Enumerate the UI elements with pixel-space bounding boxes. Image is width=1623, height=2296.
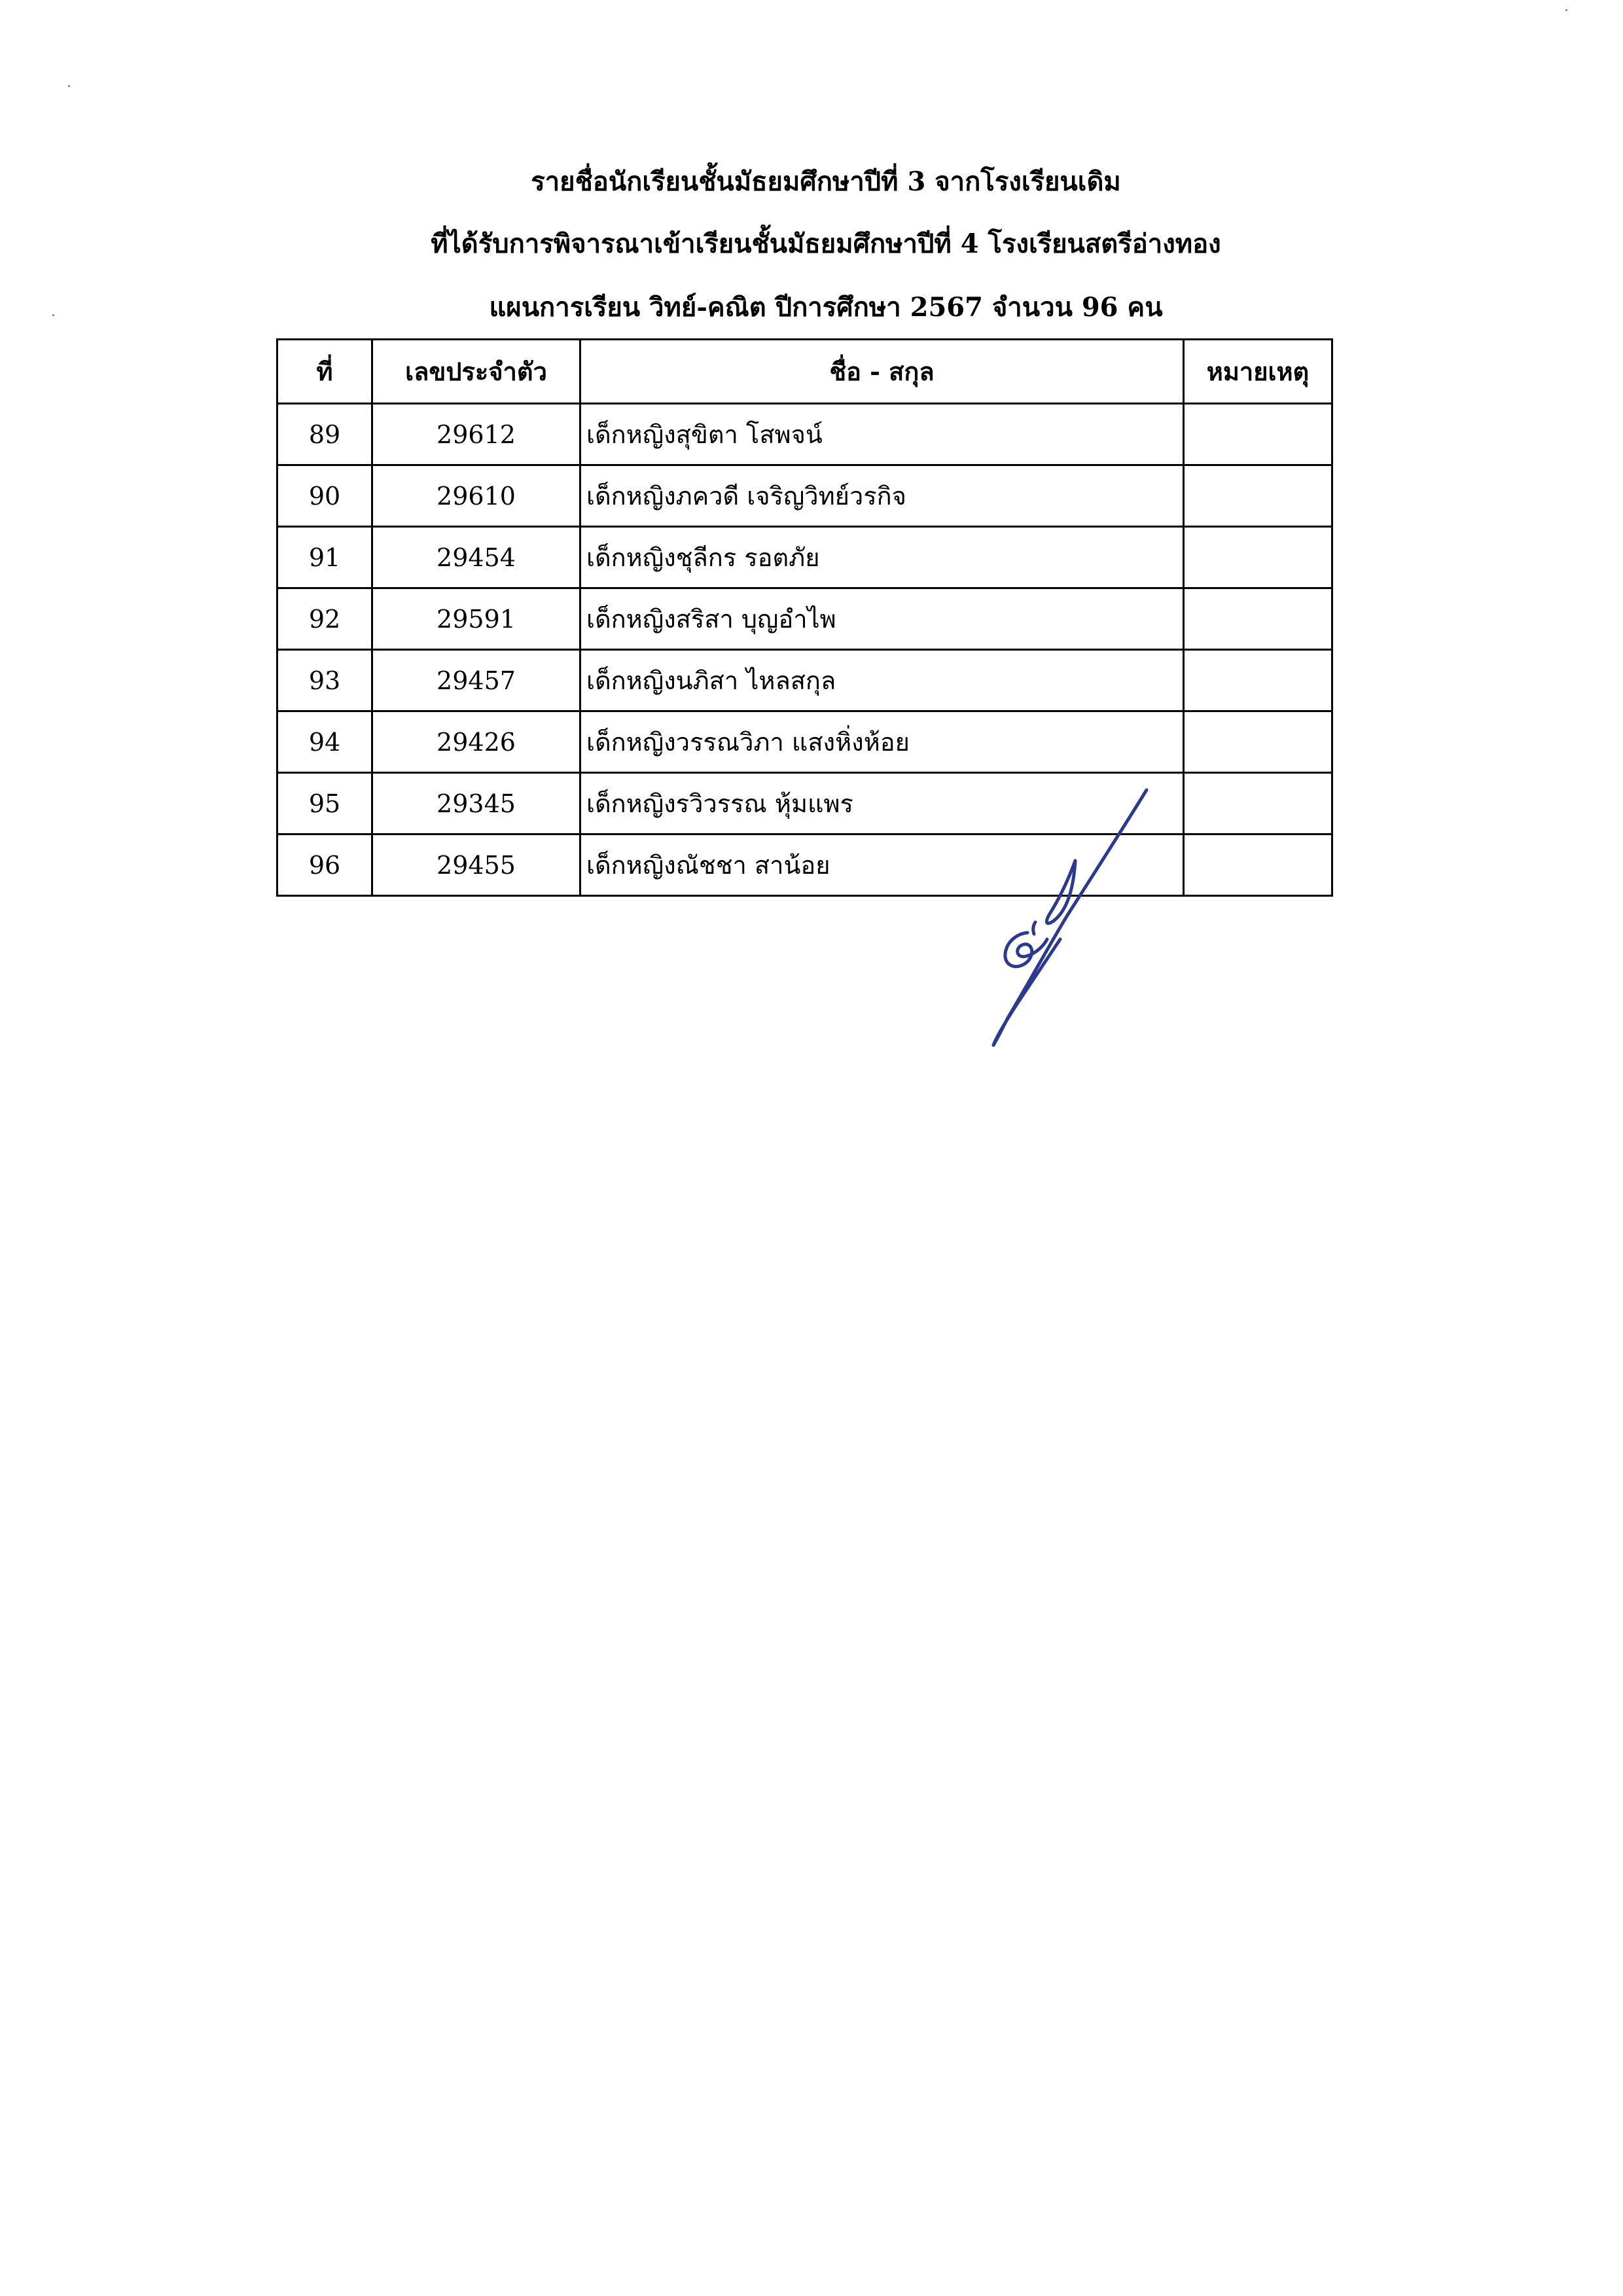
table-row <box>277 404 1332 465</box>
signature-loop-stroke <box>1046 861 1075 924</box>
document-title-line-2: ที่ได้รับการพิจารณาเข้าเรียนชั้นมัธยมศึกษาปีที่ 4 โรงเรียนสตรีอ่างทอง <box>431 228 1221 259</box>
cell-no: 90 <box>277 465 372 527</box>
header-remark: หมายเหตุ <box>1184 340 1332 404</box>
scan-speck <box>1565 9 1567 11</box>
table-row <box>277 711 1332 773</box>
cell-remark <box>1184 711 1332 773</box>
document-title-line-3: แผนการเรียน วิทย์-คณิต ปีการศึกษา 2567 จำนวน 96 คน <box>489 292 1163 323</box>
table-row <box>277 588 1332 650</box>
student-roster-table <box>276 338 1333 897</box>
header-no: ที่ <box>277 340 372 404</box>
cell-remark <box>1184 834 1332 896</box>
cell-name: เด็กหญิงณัชชา สาน้อย <box>580 834 1184 896</box>
cell-no: 89 <box>277 404 372 465</box>
scan-speck <box>52 314 54 316</box>
signature-tick-stroke <box>1033 922 1035 934</box>
table-row <box>277 773 1332 834</box>
cell-student-id: 29426 <box>372 711 580 773</box>
cell-no: 93 <box>277 650 372 711</box>
cell-student-id: 29455 <box>372 834 580 896</box>
cell-name: เด็กหญิงสริสา บุญอำไพ <box>580 588 1184 650</box>
cell-student-id: 29591 <box>372 588 580 650</box>
signature-main-stroke <box>993 790 1147 1045</box>
table-header-row <box>277 340 1332 404</box>
table-row <box>277 527 1332 588</box>
cell-remark <box>1184 588 1332 650</box>
cell-student-id: 29612 <box>372 404 580 465</box>
cell-no: 91 <box>277 527 372 588</box>
cell-remark <box>1184 404 1332 465</box>
handwritten-signature <box>955 782 1165 1057</box>
cell-name: เด็กหญิงชุลีกร รอตภัย <box>580 527 1184 588</box>
cell-name: เด็กหญิงสุขิตา โสพจน์ <box>580 404 1184 465</box>
cell-student-id: 29457 <box>372 650 580 711</box>
cell-remark <box>1184 465 1332 527</box>
cell-name: เด็กหญิงภควดี เจริญวิทย์วรกิจ <box>580 465 1184 527</box>
document-title-line-1: รายชื่อนักเรียนชั้นมัธยมศึกษาปีที่ 3 จากโรงเรียนเดิม <box>531 166 1121 197</box>
table-row <box>277 650 1332 711</box>
cell-student-id: 29454 <box>372 527 580 588</box>
cell-no: 95 <box>277 773 372 834</box>
header-name: ชื่อ - สกุล <box>580 340 1184 404</box>
cell-remark <box>1184 527 1332 588</box>
table-row <box>277 834 1332 896</box>
cell-no: 92 <box>277 588 372 650</box>
cell-remark <box>1184 773 1332 834</box>
cell-name: เด็กหญิงวรรณวิภา แสงหิ่งห้อย <box>580 711 1184 773</box>
table-row <box>277 465 1332 527</box>
cell-no: 96 <box>277 834 372 896</box>
cell-student-id: 29610 <box>372 465 580 527</box>
cell-remark <box>1184 650 1332 711</box>
cell-name: เด็กหญิงนภิสา ไหลสกุล <box>580 650 1184 711</box>
header-student-id: เลขประจำตัว <box>372 340 580 404</box>
scan-speck <box>68 85 70 87</box>
cell-no: 94 <box>277 711 372 773</box>
cell-student-id: 29345 <box>372 773 580 834</box>
cell-name: เด็กหญิงรวิวรรณ หุ้มแพร <box>580 773 1184 834</box>
